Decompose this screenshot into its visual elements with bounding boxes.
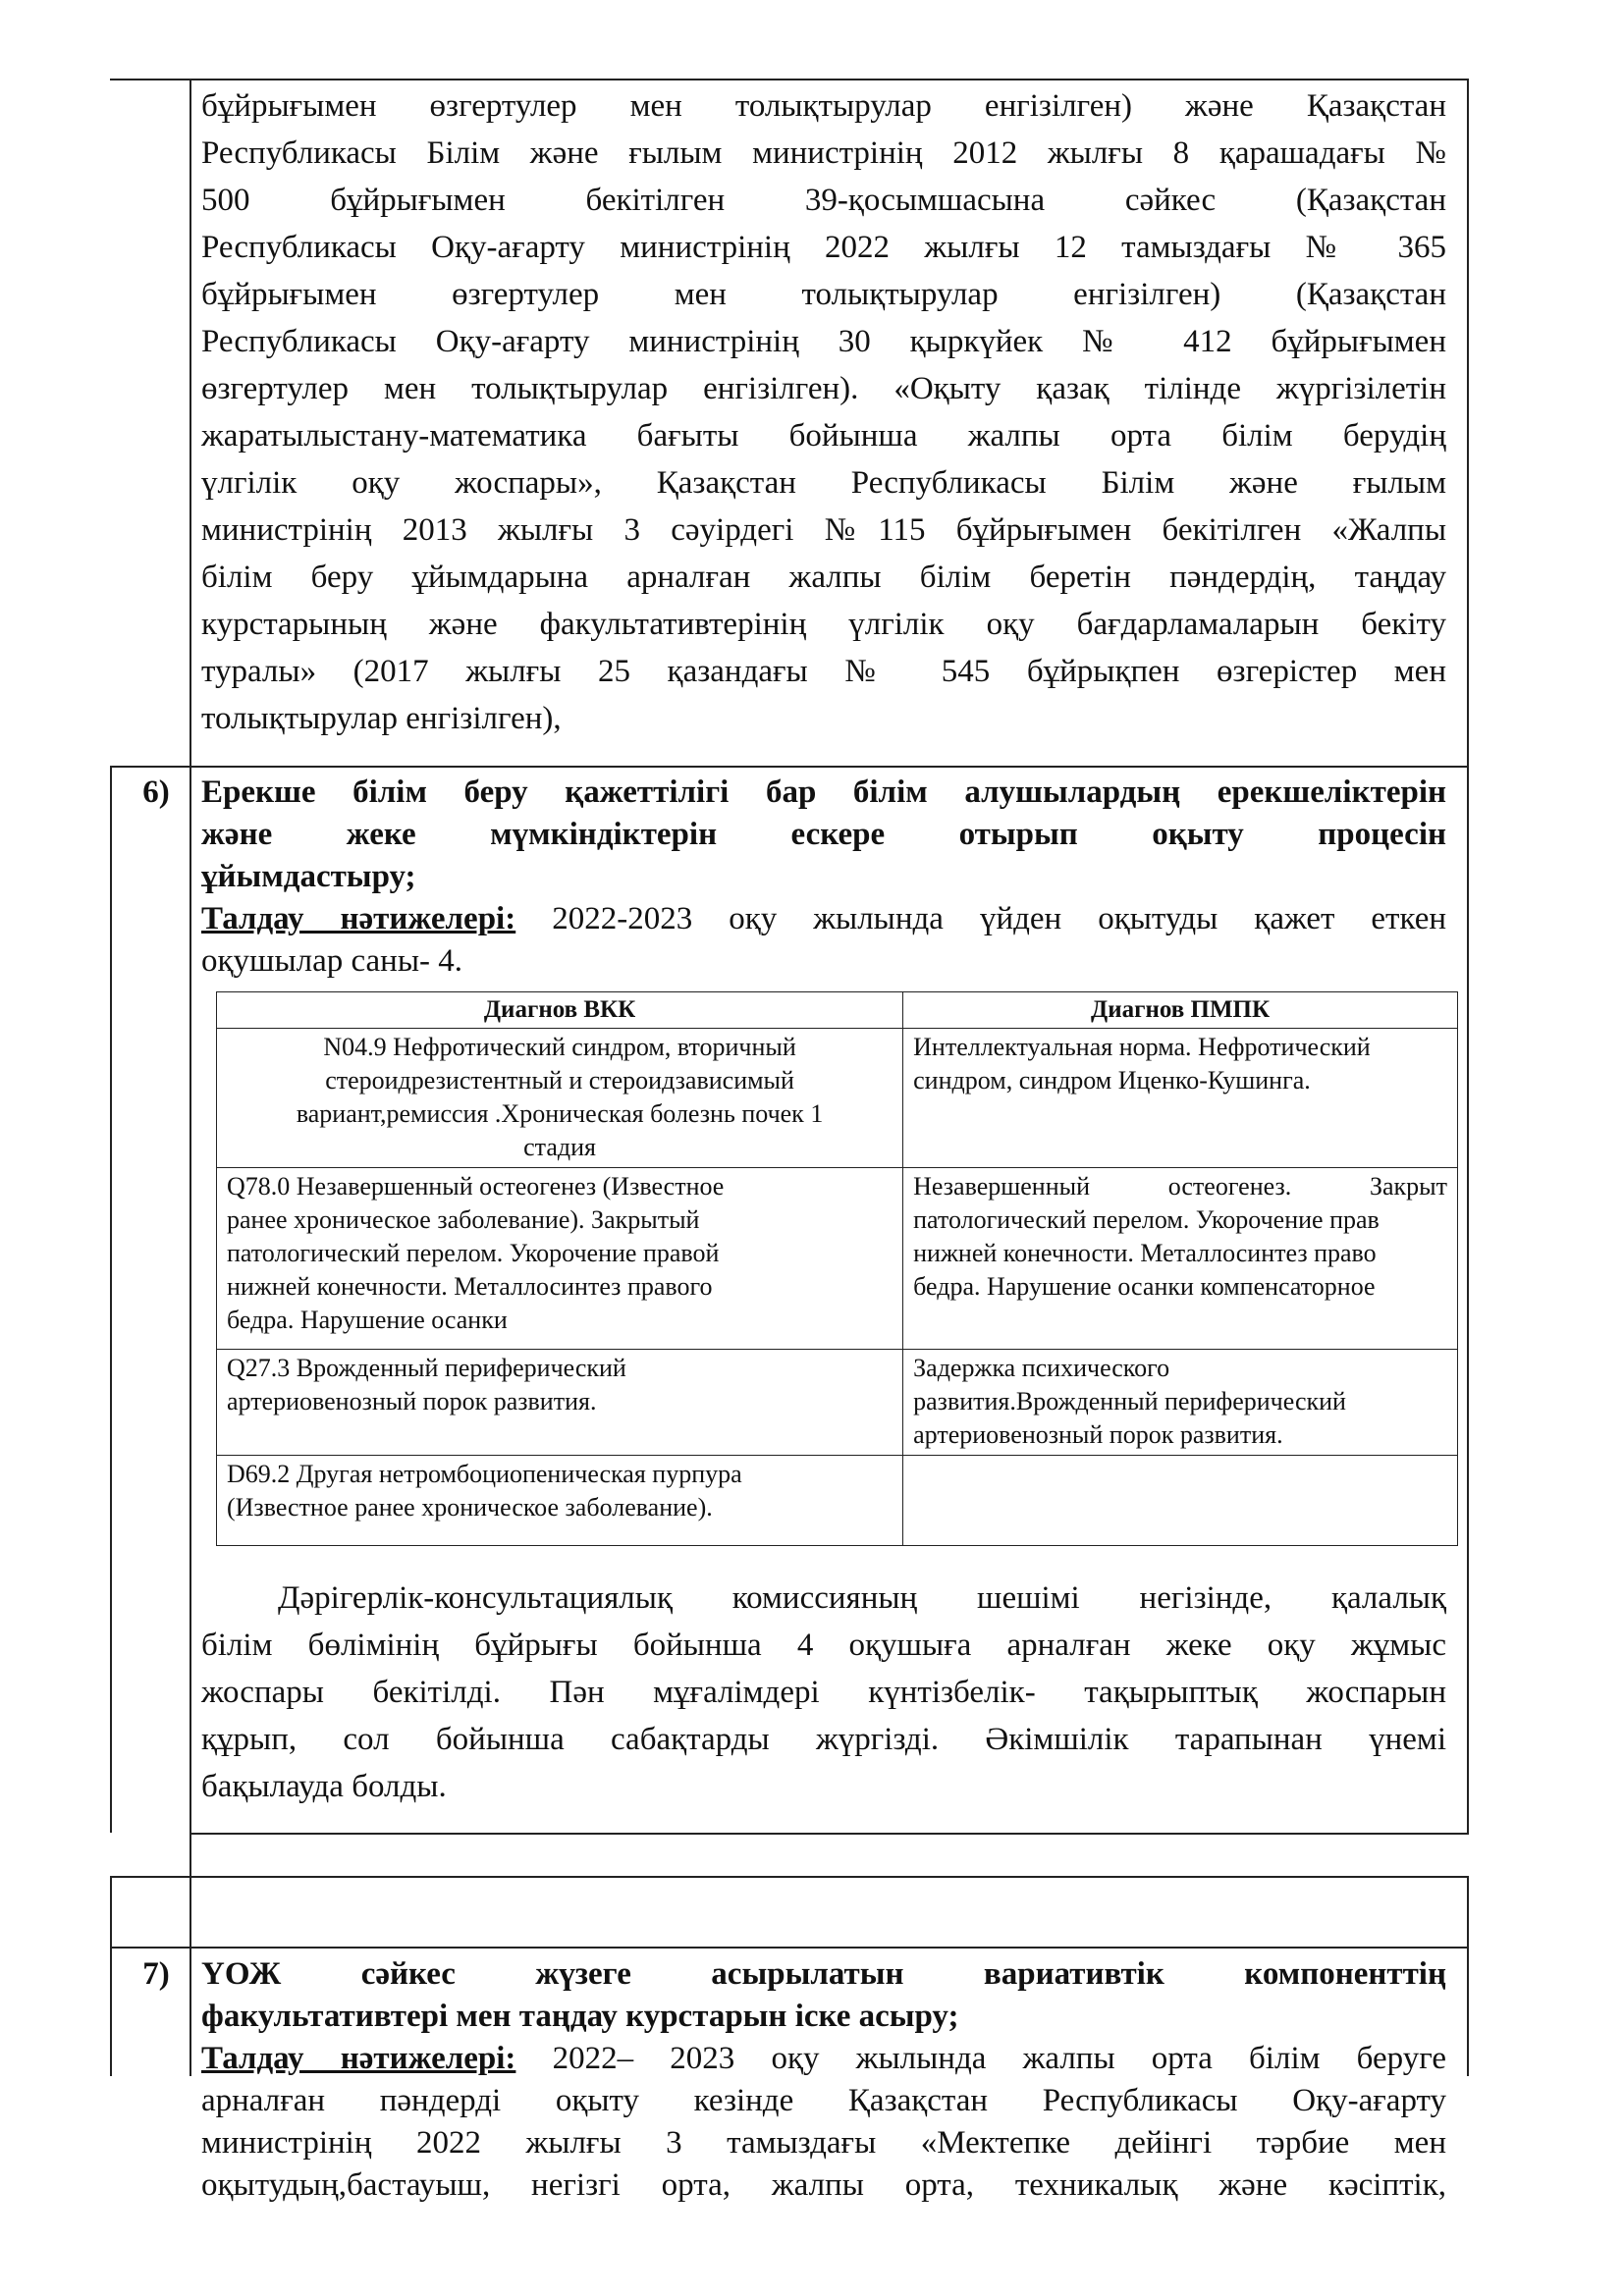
cell-line: Незавершенный остеогенез. Закрыт [913,1172,1447,1201]
table-row [217,1456,1458,1546]
analysis-label: Талдау нәтижелері: [201,2041,516,2076]
analysis-line [201,898,1446,940]
cell-line: (Известное ранее хроническое заболевание). [227,1493,713,1522]
cell-line: Q27.3 Врожденный периферический [227,1354,626,1382]
cell-line: патологический перелом. Укорочение прав [913,1205,1380,1234]
text-line: бақылауда болды. [201,1769,447,1804]
cell-line: нижней конечности. Металлосинтез правого [227,1272,713,1301]
row6-bottom-border [189,1833,1469,1835]
text-line: жаратылыстану-математика бағыты бойынша жалпы орта білім берудің [201,418,1446,454]
text-line: туралы» (2017 жылғы 25 қазандағы № 545 бұйрықпен өзгерістер мен [201,654,1446,689]
section7-heading-line: факультативтері мен таңдау курстарын іске асыру; [201,1999,959,2034]
header-pmpk: Диагнов ПМПК [903,992,1458,1029]
cell-line: Q78.0 Незавершенный остеогенез (Известное [227,1172,725,1201]
text-line: министрінің 2022 жылғы 3 тамыздағы «Мектепке дейінгі тәрбие мен [201,2125,1446,2161]
header-vkk: Диагнов ВКК [217,992,903,1029]
number-column-border [189,79,191,2076]
cell-line: D69.2 Другая нетромбоциопеническая пурпура [227,1460,742,1488]
empty-row-top-border [110,1876,1469,1878]
cell-line: стадия [523,1133,596,1161]
section7-heading-line: ҮОЖ сәйкес жүзеге асырылатын вариативтік компоненттің [201,1956,1446,1992]
cell-line: артериовенозный порок развития. [913,1420,1283,1449]
pmpk-cell-empty [903,1456,1458,1546]
section-number-7: 7) [142,1956,170,1992]
cell-line: Интеллектуальная норма. Нефротический [913,1033,1371,1061]
pmpk-cell [903,1350,1458,1456]
text-line: министрінің 2013 жылғы 3 сәуірдегі №115 бұйрығымен бекітілген «Жалпы [201,512,1446,548]
cell-line: N04.9 Нефротический синдром, вторичный [323,1033,796,1061]
text-line: құрып, сол бойынша сабақтарды жүргізді. Әкімшілік тарапынан үнемі [201,1722,1446,1757]
text-line: Дәрігерлік-консультациялық комиссияның шешімі негізінде, қалалық [278,1580,1446,1616]
text-line: толықтырулар енгізілген), [201,701,562,736]
cell-line: ранее хроническое заболевание). Закрытый [227,1205,700,1234]
cell-line: бедра. Нарушение осанки [227,1306,508,1334]
text-line: 500 бұйрығымен бекітілген 39-қосымшасына сәйкес (Қазақстан [201,183,1446,218]
analysis-line: оқушылар саны- 4. [201,943,462,979]
cell-line: Задержка психического [913,1354,1170,1382]
text-line: Республикасы Оқу-ағарту министрінің 30 қыркүйек № 412 бұйрығымен [201,324,1446,359]
section7-content [201,1953,1446,2207]
cell-line: вариант,ремиссия .Хроническая болезнь почек 1 [296,1099,824,1128]
cell-line: бедра. Нарушение осанки компенсаторное [913,1272,1376,1301]
cell-line: артериовенозный порок развития. [227,1387,597,1415]
text-line: білім беру ұйымдарына арналған жалпы білім беретін пәндердің, таңдау [201,560,1446,595]
diagnosis-table [216,991,1458,1546]
text-line: арналған пәндерді оқыту кезінде Қазақстан Республикасы Оқу-ағарту [201,2083,1446,2118]
empty-row-right [1467,1876,1469,2076]
text-line: бұйрығымен өзгертулер мен толықтырулар енгізілген) және Қазақстан [201,88,1446,124]
section-number-6: 6) [142,774,170,810]
outer-left-border [110,766,112,1833]
cell-line: развития.Врожденный периферический [913,1387,1346,1415]
table-row [217,1029,1458,1168]
outer-right-border [1467,79,1469,1833]
vkk-cell [217,1029,903,1168]
vkk-cell [217,1168,903,1350]
row7-top-border [110,1947,1469,1949]
cell-line: стероидрезистентный и стероидзависимый [325,1066,794,1095]
text-line: жоспары бекітілді. Пән мұғалімдері күнтізбелік- тақырыптық жоспарын [201,1675,1446,1710]
section6-heading-line: Ерекше білім беру қажеттілігі бар білім алушылардың ерекшеліктерін [201,774,1446,810]
text-line: үлгілік оқу жоспары», Қазақстан Республикасы Білім және ғылым [201,465,1446,501]
section6-content [201,772,1446,983]
text-line: білім бөлімінің бұйрығы бойынша 4 оқушыға арналған жеке оқу жұмыс [201,1628,1446,1663]
pmpk-cell [903,1168,1458,1350]
analysis-line [201,2038,1446,2080]
text-line: курстарының және факультативтерінің үлгілік оқу бағдарламаларын бекіту [201,607,1446,642]
cell-line: синдром, синдром Иценко-Кушинга. [913,1066,1311,1095]
analysis-text: 2022-2023 оқу жылында үйден оқытуды қажет еткен [515,901,1446,936]
text-line: оқытудың,бастауыш, негізгі орта, жалпы орта, техникалық және кәсіптік, [201,2167,1446,2203]
section6-after-text [201,1575,1446,1810]
text-line: Республикасы Оқу-ағарту министрінің 2022 жылғы 12 тамыздағы № 365 [201,230,1446,265]
cell-line: патологический перелом. Укорочение правой [227,1239,720,1267]
table-row [217,1168,1458,1350]
analysis-label: Талдау нәтижелері: [201,901,516,936]
vkk-cell [217,1456,903,1546]
table-header-row [217,992,1458,1029]
continuation-paragraph [201,82,1446,742]
text-line: Республикасы Білім және ғылым министрінің 2012 жылғы 8 қарашадағы № [201,135,1446,171]
text-line: бұйрығымен өзгертулер мен толықтырулар енгізілген) (Қазақстан [201,277,1446,312]
row6-top-border [110,766,1469,768]
section6-heading-line: ұйымдастыру; [201,859,416,894]
vkk-cell [217,1350,903,1456]
table-row [217,1350,1458,1456]
analysis-text: 2022– 2023 оқу жылында жалпы орта білім беруге [515,2041,1446,2076]
cell-line: нижней конечности. Металлосинтез право [913,1239,1377,1267]
section6-heading-line: және жеке мүмкіндіктерін ескере отырып оқыту процесін [201,817,1446,852]
text-line: өзгертулер мен толықтырулар енгізілген). «Оқыту қазақ тілінде жүргізілетін [201,371,1446,406]
pmpk-cell [903,1029,1458,1168]
table-top-border [110,79,1469,80]
